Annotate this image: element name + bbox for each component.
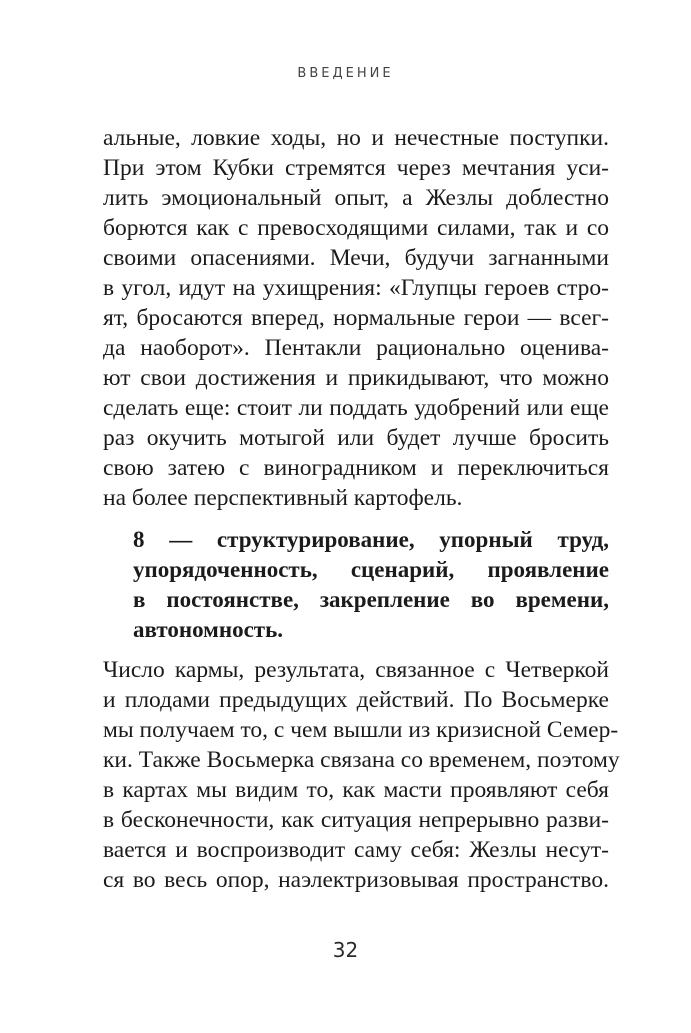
paragraph-2 (103, 655, 620, 895)
text-line: в угол, идут на ухищрения: «Глупцы героев стро- (103, 275, 609, 301)
text-line: ки. Также Восьмерка связана со временем, поэтому (103, 747, 620, 773)
text-line: да наоборот». Пентакли рационально оценива- (103, 335, 609, 361)
running-head: ВВЕДЕНИЕ (297, 66, 394, 81)
text-line: на более перспективный картофель. (103, 485, 463, 511)
text-line: ся во весь опор, наэлектризовывая пространство. (103, 867, 609, 893)
text-line: своими опасениями. Мечи, будучи загнанными (103, 245, 609, 271)
text-line: ят, бросаются вперед, нормальные герои — всег- (103, 305, 609, 331)
text-line: и плодами предыдущих действий. По Восьмерке (103, 687, 609, 713)
text-line: борются как с превосходящими силами, так и со (103, 215, 609, 241)
text-line: свою затею с виноградником и переключиться (103, 455, 609, 481)
text-line: мы получаем то, с чем вышли из кризисной Семер- (103, 717, 619, 743)
section-heading (133, 525, 609, 645)
heading-line: упорядоченность, сценарий, проявление (133, 557, 609, 582)
text-line: Число кармы, результата, связанное с Четверкой (103, 657, 609, 683)
text-line: альные, ловкие ходы, но и нечестные поступки. (103, 125, 609, 151)
text-line: в бесконечности, как ситуация непрерывно разви- (103, 807, 609, 833)
heading-line: в постоянстве, закрепление во времени, (133, 587, 609, 612)
heading-line: 8 — структурирование, упорный труд, (133, 527, 609, 552)
paragraph-1 (103, 123, 609, 513)
text-line: в картах мы видим то, как масти проявляют себя (103, 777, 609, 803)
text-line: сделать еще: стоит ли поддать удобрений или еще (103, 395, 609, 421)
text-line: ют свои достижения и прикидывают, что можно (103, 365, 609, 391)
page-number: 32 (332, 938, 359, 962)
text-line: При этом Кубки стремятся через мечтания уси- (103, 155, 609, 181)
heading-line: автономность. (133, 617, 283, 642)
text-line: лить эмоциональный опыт, а Жезлы доблестно (103, 185, 609, 211)
text-line: вается и воспроизводит саму себя: Жезлы несут- (103, 837, 609, 863)
text-line: раз окучить мотыгой или будет лучше бросить (103, 425, 609, 451)
